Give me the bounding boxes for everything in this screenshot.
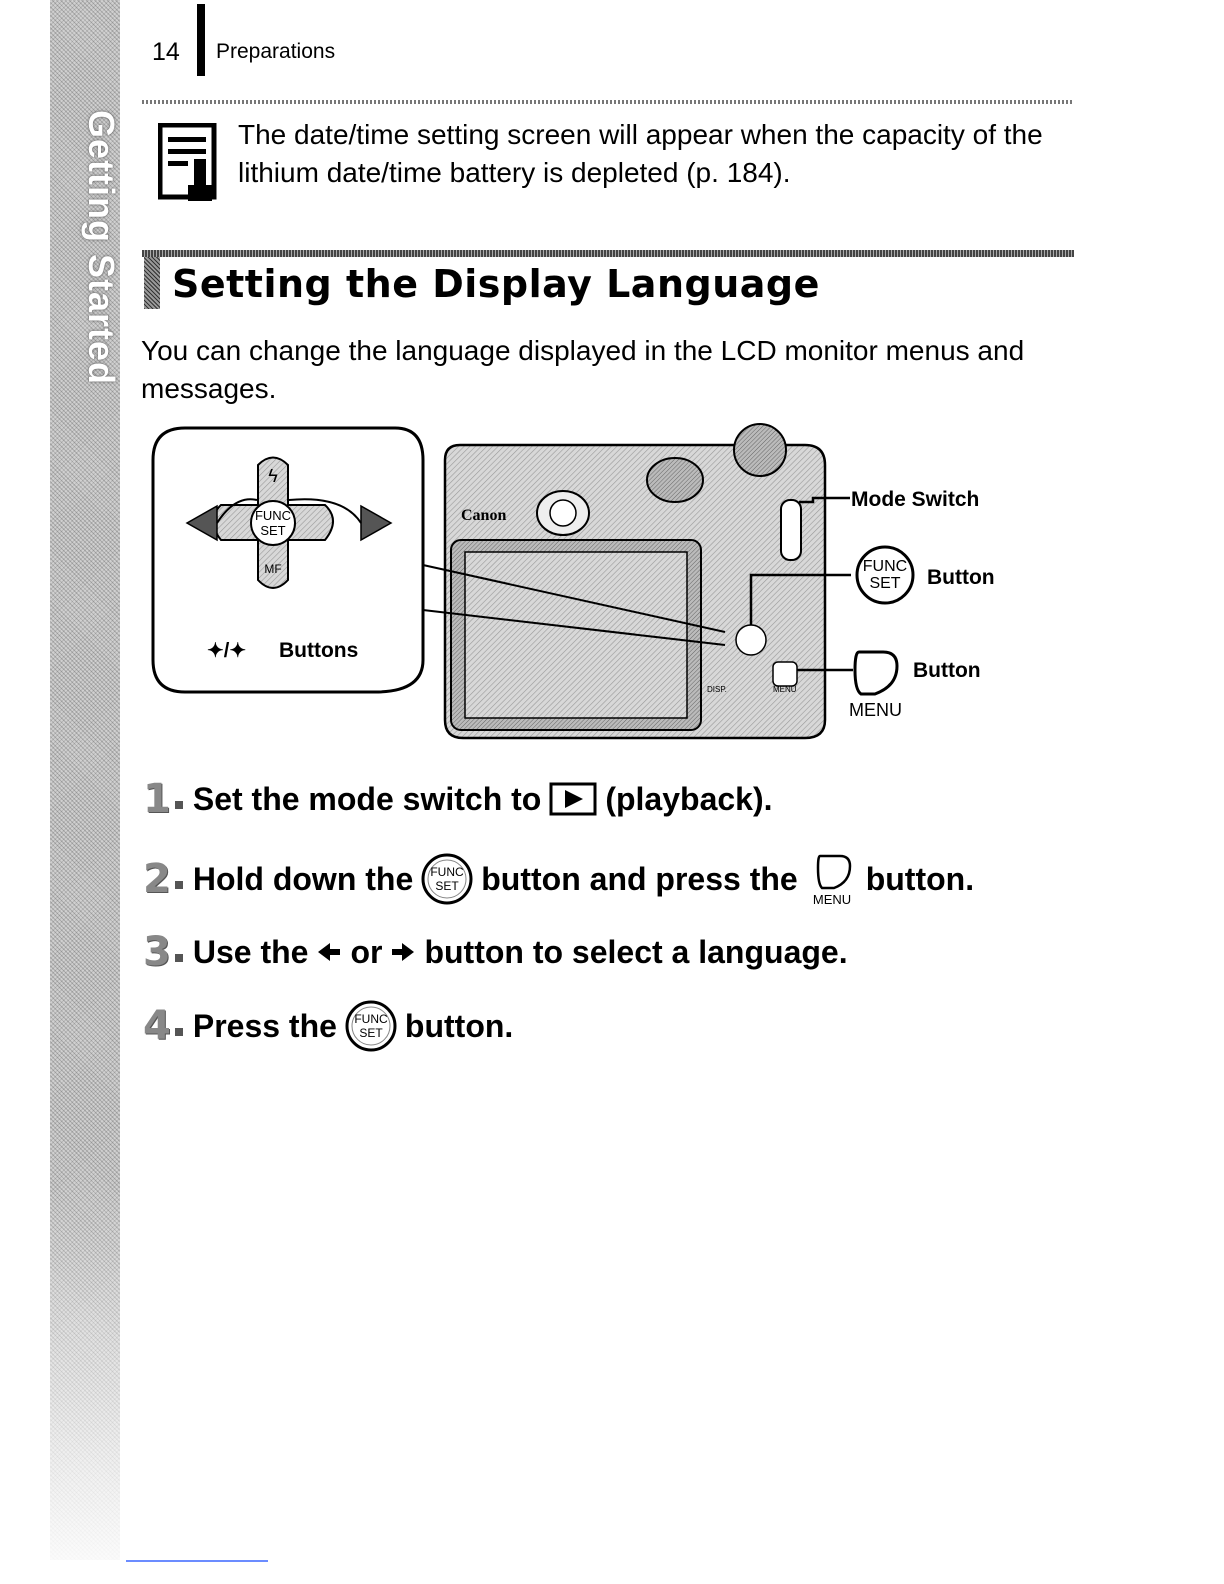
camera-body	[445, 424, 825, 738]
mode-switch-callout: Mode Switch	[851, 488, 980, 511]
step-4-text: Press the	[192, 1007, 337, 1044]
menu-button-icon	[806, 852, 858, 906]
step-4	[143, 1000, 513, 1052]
func-set-icon	[345, 1000, 397, 1052]
step-2	[143, 852, 974, 906]
camera-figure	[145, 420, 1065, 750]
step-3	[143, 929, 848, 975]
section-marker	[144, 257, 160, 309]
dpad-mf-label: MF	[264, 562, 282, 576]
step-3-text: Use the	[192, 933, 309, 970]
section-title: Setting the Display Language	[172, 262, 820, 306]
intro-paragraph: You can change the language displayed in the LCD monitor menus and messages.	[141, 335, 1025, 404]
step-2-number: 2	[143, 856, 171, 902]
func-set-icon	[421, 853, 473, 905]
bottom-link-underline	[126, 1560, 268, 1562]
side-tab-fade	[50, 1180, 120, 1560]
step-1	[143, 776, 773, 822]
side-tab-label: Getting Started	[81, 110, 122, 386]
arrows-caption: Buttons	[279, 639, 359, 662]
step-3-number: 3	[143, 929, 171, 975]
camera-brand: Canon	[461, 507, 507, 524]
step-2-text: Hold down the	[192, 860, 414, 897]
dotted-divider	[142, 100, 1074, 104]
left-arrow-icon	[316, 940, 342, 964]
note-text: The date/time setting screen will appear when the capacity of the lithium date/time battery is depleted (p. 184).	[238, 119, 1043, 188]
svg-text:FUNC: FUNC	[862, 558, 908, 575]
playback-icon	[549, 782, 597, 816]
svg-text:SET: SET	[869, 575, 901, 592]
step-3-middle: or	[350, 933, 383, 970]
svg-text:SET: SET	[359, 1026, 383, 1040]
running-header: Preparations	[216, 40, 336, 63]
step-3-suffix: button to select a language.	[424, 933, 848, 970]
menu-button-callout: Button	[913, 659, 981, 682]
svg-text:✦/✦: ✦/✦	[207, 640, 247, 662]
dpad-set-label: SET	[260, 523, 286, 538]
header-divider	[197, 4, 205, 76]
step-1-text: Set the mode switch to	[192, 780, 542, 817]
svg-text:FUNC: FUNC	[354, 1012, 388, 1026]
dpad-func-label: FUNC	[254, 508, 292, 523]
func-button-callout: Button	[927, 566, 995, 589]
right-arrow-icon	[390, 940, 416, 964]
step-1-suffix: (playback).	[605, 780, 773, 817]
menu-button-icon	[855, 652, 897, 694]
step-4-suffix: button.	[404, 1007, 514, 1044]
step-1-number: 1	[143, 776, 171, 822]
memo-icon	[158, 123, 218, 203]
chapter-side-tab	[50, 0, 120, 1560]
page-number: 14	[152, 38, 180, 66]
step-2-middle: button and press the	[481, 860, 798, 897]
svg-text:FUNC: FUNC	[430, 865, 464, 879]
step-4-number: 4	[143, 1003, 171, 1049]
menu-callout-label: MENU	[849, 700, 902, 720]
step-2-suffix: button.	[865, 860, 975, 897]
svg-text:ϟ: ϟ	[268, 466, 278, 486]
svg-text:SET: SET	[435, 879, 459, 893]
camera-disp-label: DISP.	[707, 685, 727, 694]
menu-icon-label: MENU	[812, 892, 851, 906]
dpad-inset	[153, 428, 423, 692]
camera-menu-label: MENU	[773, 685, 797, 694]
section-rule	[142, 250, 1074, 257]
